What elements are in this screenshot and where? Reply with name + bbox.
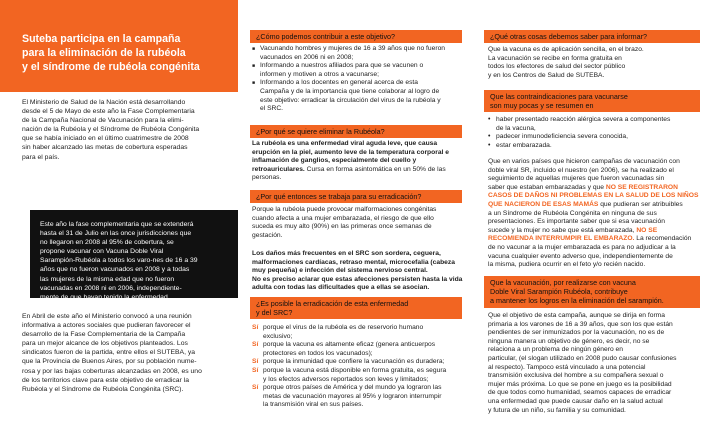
list-item [252, 62, 470, 79]
text-line: El Ministerio de Salud de la Nación está desarrollando [22, 99, 186, 106]
text-line: Porque la rubéola puede provocar malformaciones congénitas [252, 206, 437, 213]
contribute-list [252, 45, 470, 114]
text-line: propone vacunar con Vacuna Doble Viral [40, 248, 164, 256]
text-span: que pudieran ser atribuibles [598, 200, 683, 208]
text-line: no llegaron en 2008 al 95% de cobertura, se [40, 239, 174, 247]
text-line: las mujeres de la misma edad que no fueron [40, 275, 175, 283]
text-line: inflamación de ganglios, especialmente del cuello y [252, 157, 417, 165]
text-line: • padecer inmunodeficiencia severa conocida, [496, 133, 628, 141]
text-line: Sarampión-Rubéola a todos los varo-nes de 16 a 39 [40, 257, 198, 265]
text-line: hasta el 31 de Julio en las once jurisdicciones que [40, 230, 192, 238]
text-line: Que en varios países que hicieron campañas de vacunación con [488, 158, 680, 165]
text-line: y en los Centros de Salud de SUTEBA. [488, 71, 605, 79]
title-banner [0, 24, 238, 92]
text-line: a un Síndrome de Rubéola Congénita en ninguna de sus [488, 209, 657, 217]
text-line: ■ Informando a los docentes en general acerca de esta [260, 79, 419, 87]
text-line: de los territorios clave para este objetivo de erradicar la [22, 376, 189, 384]
text-line: exclusivo; [263, 332, 293, 340]
list-item [488, 142, 708, 151]
section-heading: ¿Cómo podemos contribuir a este objetivo? [250, 30, 462, 43]
objective-paragraph [488, 312, 710, 415]
section-heading: ¿Por qué se quiere eliminar la Rubéola? [250, 125, 462, 138]
text-line: Que las contraindicaciones para vacunarse [490, 92, 628, 101]
text-line: la transmisión viral en sus países. [263, 401, 364, 409]
text-line: una enfermedad que puede causar daño en la salud actual [488, 397, 663, 405]
text-line: ninguna manera un objetivo de género, es decir, no se [488, 337, 650, 345]
section-heading: ¿Qué otras cosas debemos saber para informar? [484, 30, 700, 43]
text-line: metas de vacunación mayores al 95% y lograron interrumpir [263, 392, 442, 400]
closing-paragraph [22, 312, 236, 394]
text-line: todos los efectores de salud del sector público [488, 63, 626, 71]
text-line: al respecto). Tampoco está vinculado a una potencial [488, 363, 646, 371]
section-heading: ¿Por qué entonces se trabaja para su erradicación? [250, 190, 462, 203]
text-line: sin haber alcanzado las metas de cobertura esperadas [22, 144, 188, 152]
text-line: desde el 5 de Mayo de este año la Fase Complementaria [22, 108, 195, 116]
src-damage-paragraph [252, 250, 470, 293]
text-line: ¿Es posible la erradicación de esta enfermedad [256, 299, 409, 308]
why-eliminate-paragraph [252, 140, 470, 183]
text-line: son muy pocas y se resumen en [490, 101, 594, 111]
text-span: Cursa en forma asintomática en un 50% de las [304, 165, 446, 173]
text-line: porque el virus de la rubéola es de reservorio humano [263, 324, 424, 331]
text-line: porque otros países de América y del mundo ya lograron las [263, 384, 442, 392]
text-line: y los efectos adversos reportados son leves y limitados; [263, 375, 429, 383]
text-line: a mantener los logros en la eliminación del sarampión. [490, 296, 664, 306]
list-item [252, 341, 472, 358]
text-line: mujer más próxima. Lo que se pone en juego es la posibilidad [488, 380, 672, 388]
text-line: Que la vacunación, por realizarse con vacuna [490, 278, 636, 287]
section-heading [484, 90, 700, 112]
column-middle [238, 0, 474, 430]
text-line: que se había iniciado en el último cuatrimestre de 2008 [22, 135, 189, 143]
text-line: malformaciones cardíacas, retraso mental, microcefalia (cabeza [252, 258, 455, 266]
text-line: muy pequeña) e infección del sistema nervioso central. [252, 267, 428, 275]
contraindications-list [488, 116, 708, 150]
text-line: nación de la Rubéola y el Síndrome de Rubéola Congénita [22, 126, 200, 134]
text-line: rosa y por las bajas coberturas alcanzadas en 2008, es uno [22, 367, 202, 375]
list-item [252, 324, 472, 341]
text-line: ■ Informando a nuestros afiliados para que se vacunen o [260, 62, 424, 70]
text-line: mente de que hayan tenido la enfermedad. [40, 293, 170, 301]
si-tag: Sí [252, 358, 259, 366]
text-line: Rubéola y el Síndrome de Rubéola Congénita (SRC). [22, 385, 184, 393]
text-line: seguimiento de aquellas mujeres que fueron vacunadas sin [488, 175, 665, 183]
section-heading [484, 276, 700, 308]
text-line: transmisión exclusiva del hombre a su compañera sexual o [488, 372, 664, 380]
section-heading [250, 297, 462, 319]
text-span: La recomendación [634, 235, 692, 243]
text-line: de la vacuna, [496, 124, 536, 132]
text-line: Este año la fase complementaria que se extenderá [40, 221, 194, 228]
text-line: porque la vacuna está disponible en forma gratuita, es segura [263, 366, 447, 374]
highlight-text: CASOS DE DAÑOS NI PROBLEMAS EN LA SALUD DE LOS NIÑOS [488, 192, 699, 200]
text-line: para el país. [22, 153, 60, 161]
intro-paragraph [22, 98, 232, 162]
text-line: No es preciso aclarar que estas afecciones persisten hasta la vida [252, 275, 463, 283]
text-line: para un mejor alcance de los objetivos planteados. Los [22, 340, 188, 348]
list-item [252, 45, 470, 62]
si-tag: Sí [252, 341, 259, 349]
list-item [252, 358, 472, 367]
text-line: vacunados en 2006 ni en 2008; [260, 53, 354, 61]
text-line: informativa a actores sociales que pudieran favorecer el [22, 322, 191, 330]
text-line: que la Provincia de Buenos Aires, por su población nume- [22, 358, 197, 366]
si-tag: Sí [252, 384, 259, 392]
title-line: y el síndrome de rubéola congénita [22, 61, 200, 73]
highlight-box [30, 210, 238, 301]
text-line: gestación. [252, 231, 283, 239]
highlight-text: NO SE REGISTRARON [605, 183, 678, 191]
text-line: y del SRC? [256, 308, 293, 318]
text-line: • haber presentado reacción alérgica severa a componentes [496, 116, 671, 123]
orange-top-band [0, 0, 238, 24]
highlight-text: QUE NACIERON DE ESAS MAMÁS [488, 200, 599, 208]
si-tag: Sí [252, 324, 259, 331]
text-line: La vacunación se recibe en forma gratuita en [488, 54, 622, 62]
title-line: para la eliminación de la rubéola [22, 47, 186, 59]
column-left [0, 0, 238, 430]
list-item [252, 79, 470, 113]
text-line: de no vacunar a la mujer embarazada es para no adjudicar a la [488, 243, 676, 251]
pregnancy-paragraph [488, 158, 710, 270]
text-line: presentaciones. Es importante saber que si esa vacunación [488, 218, 665, 226]
text-line: erupción en la piel, aumento leve de la temperatura corporal e [252, 148, 449, 156]
text-line: de la Campaña Nacional de Vacunación para la elimi- [22, 117, 184, 125]
title-line: Suteba participa en la campaña [22, 33, 181, 45]
text-line: relaciona a un problema de ningún género en [488, 346, 623, 354]
list-item [252, 367, 472, 384]
text-span: saber que estaban embarazadas y que [488, 183, 606, 191]
text-line: adulta con todas las dificultades que a ellas se asocian. [252, 284, 430, 292]
text-line: años que no fueron vacunados en 2008 y a todas [40, 266, 190, 274]
text-line: protectores en todos los vacunados); [263, 349, 373, 357]
list-item [488, 116, 708, 133]
text-line: suceda es muy alto (90%) en las primeras once semanas de [252, 223, 432, 231]
text-line: de que todos como humanidad, seamos capaces de erradicar [488, 389, 672, 397]
text-line: sindicatos fueron de la partida, entre ellos el SUTEBA, ya [22, 349, 196, 357]
column-right [474, 0, 710, 430]
text-line: cuando afecta a una mujer embarazada, el riesgo de que ello [252, 214, 434, 222]
text-line: primaria a los varones de 16 a 39 años, que son los que están [488, 320, 673, 328]
text-line: informen y motiven a otros a vacunarse; [260, 70, 379, 78]
text-line: pendientes de ser inmunizados por la vacunación, no es de [488, 329, 665, 337]
text-span: retroauriculares. [252, 165, 305, 173]
why-eradicate-paragraph [252, 206, 470, 240]
highlight-text: NO SE [636, 226, 658, 234]
text-line: Que la vacuna es de aplicación sencilla, en el brazo. [488, 46, 644, 53]
text-line: porque la inmunidad que confiere la vacunación es duradera; [263, 358, 445, 366]
text-line: este objetivo: erradicar la circulación del virus de la rubéola y [260, 96, 441, 104]
text-line: Doble Viral Sarampión Rubéola, contribuye [490, 287, 628, 297]
text-line: particular, (el slogan utilizado en 2008 pudo causar confusiones [488, 354, 677, 362]
list-item [488, 133, 708, 142]
text-span: sucede y la mujer no sabe que está embarazada, [488, 226, 637, 234]
text-line: Campaña y de la importancia que tiene colaborar al logro de [260, 87, 440, 95]
info-paragraph [488, 46, 706, 80]
text-line: doble viral SR, incluido el nuestro (en 2006), se ha realizado el [488, 166, 674, 174]
list-item [252, 384, 472, 410]
text-line: La rubéola es una enfermedad viral aguda leve, que causa [252, 140, 438, 147]
text-line: • estar embarazada. [496, 141, 552, 149]
text-line: desarrollo de la Fase Complementaria de la Campaña [22, 331, 186, 339]
si-list [252, 324, 472, 410]
text-line: la misma, pudiera ocurrir en el feto y/o recién nacido. [488, 261, 646, 269]
text-line: vacunadas en 2008 ni en 2006, independiente- [40, 284, 182, 292]
text-line: Que el objetivo de esta campaña, aunque se dirija en forma [488, 312, 665, 319]
text-line: Los daños más frecuentes en el SRC son sordera, ceguera, [252, 250, 441, 257]
text-line: En Abril de este año el Ministerio convocó a una reunión [22, 313, 192, 320]
text-line: vacuna cualquier evento adverso que, independientemente de [488, 252, 673, 260]
si-tag: Sí [252, 366, 259, 374]
text-line: ■ Vacunando hombres y mujeres de 16 a 39 años que no fueron [260, 45, 446, 52]
text-line: el SRC. [260, 105, 284, 113]
text-line: personas. [252, 174, 282, 182]
text-line: porque la vacuna es altamente eficaz (genera anticuerpos [263, 341, 436, 349]
text-line: y futura de un niño, su familia y su comunidad. [488, 406, 626, 414]
highlight-text: RECOMIENDA INTERRUMPIR EL EMBARAZO. [488, 235, 635, 243]
